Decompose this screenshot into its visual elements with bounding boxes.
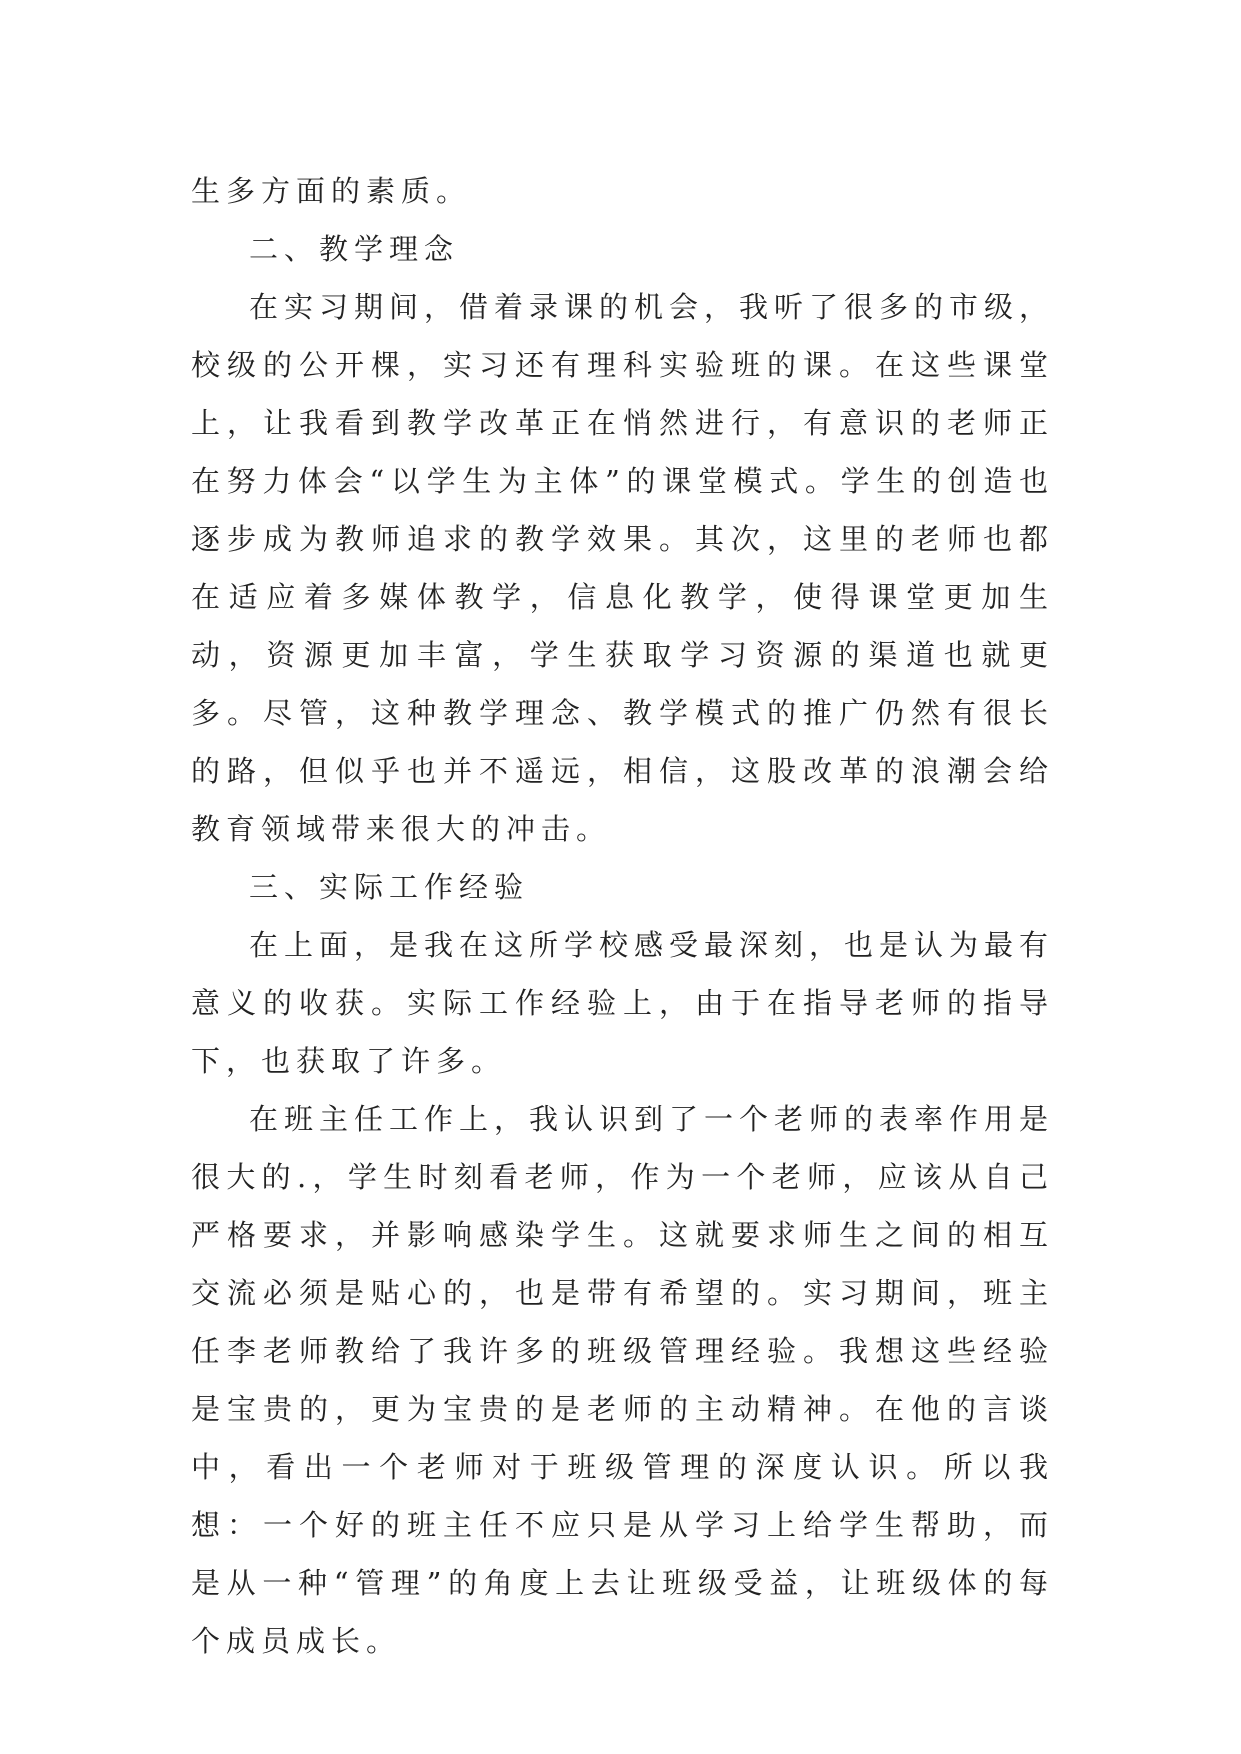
section-heading-work-experience: 三、实际工作经验 bbox=[249, 870, 530, 904]
section-heading-teaching-philosophy: 二、教学理念 bbox=[249, 232, 460, 266]
paragraph-class-teacher: 在班主任工作上，我认识到了一个老师的表率作用是很大的.，学生时刻看老师，作为一个老师，应该从自己严格要求，并影响感染学生。这就要求师生之间的相互交流必须是贴心的，也是带有希望的。实习期间，班主任李老师教给了我许多的班级管理经验。我想这些经验是宝贵的，更为宝贵的是老师的主动精神。在他的言谈中，看出一个老师对于班级管理的深度认识。所以我想：一个好的班主任不应只是从学习上给学生帮助，而是从一种“管理”的角度上去让班级受益，让班级体的每个成员成长。 bbox=[191, 1102, 1055, 1658]
document-body bbox=[191, 162, 1054, 1670]
paragraph-teaching-philosophy: 在实习期间，借着录课的机会，我听了很多的市级，校级的公开棵，实习还有理科实验班的课。在这些课堂上，让我看到教学改革正在悄然进行，有意识的老师正在努力体会“以学生为主体”的课堂模式。学生的创造也逐步成为教师追求的教学效果。其次，这里的老师也都在适应着多媒体教学，信息化教学，使得课堂更加生动，资源更加丰富，学生获取学习资源的渠道也就更多。尽管，这种教学理念、教学模式的推广仍然有很长的路，但似乎也并不遥远，相信，这股改革的浪潮会给教育领域带来很大的冲击。 bbox=[191, 290, 1055, 846]
paragraph-work-experience: 在上面，是我在这所学校感受最深刻，也是认为最有意义的收获。实际工作经验上，由于在指导老师的指导下，也获取了许多。 bbox=[191, 928, 1055, 1078]
paragraph-continuation: 生多方面的素质。 bbox=[191, 174, 472, 208]
